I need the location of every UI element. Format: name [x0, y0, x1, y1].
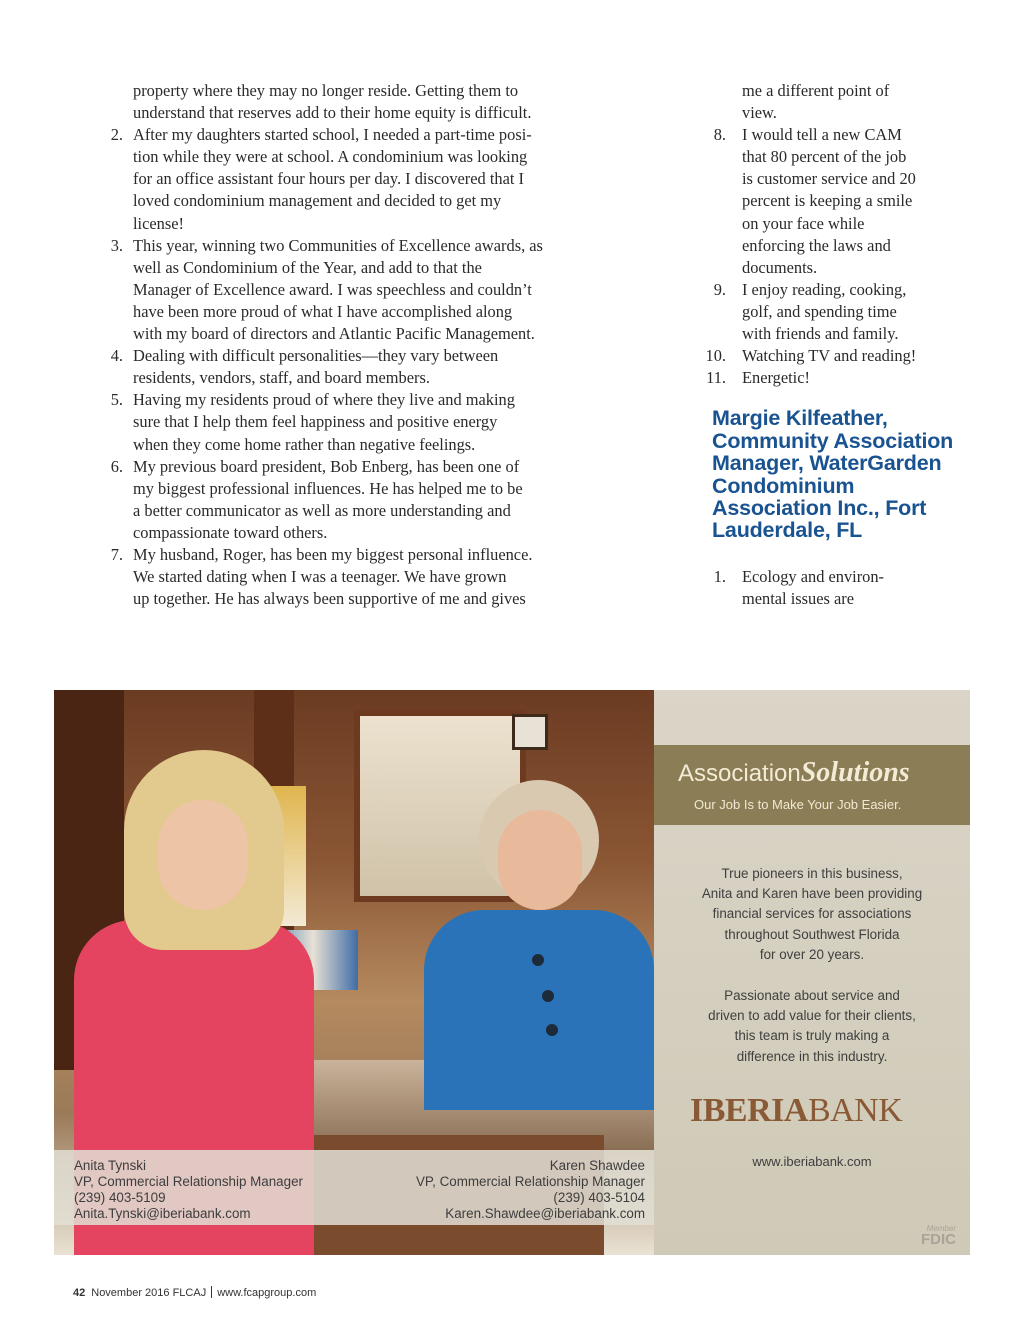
list-item [103, 124, 623, 234]
iberiabank-logo [690, 1092, 902, 1130]
website-link[interactable]: www.fcapgroup.com [217, 1287, 317, 1299]
section-heading [712, 407, 962, 541]
contact-title: VP, Commercial Relationship Manager [416, 1174, 645, 1189]
fdic-label: FDIC [921, 1231, 956, 1248]
ad-paragraph-1 [674, 864, 950, 965]
text-line: True pioneers in this business, [721, 866, 903, 881]
text-line: Ecology and environ- [742, 566, 885, 586]
contact-name: Anita Tynski [74, 1158, 146, 1173]
text-line: on your face while [742, 213, 865, 233]
fdic-member: Member [926, 1224, 956, 1233]
text-line: for an office assistant four hours per day. I discovered that I [133, 169, 524, 189]
text-line: well as Condominium of the Year, and add to that the [133, 257, 482, 277]
list-item [103, 235, 623, 345]
contact-anita [74, 1158, 303, 1222]
person-right-face [498, 810, 582, 910]
list-number: 4. [110, 346, 123, 366]
brand-banner [654, 745, 970, 825]
list-item [103, 389, 623, 455]
text-line: Having my residents proud of where they live and making [133, 390, 515, 410]
list-number: 3. [110, 235, 123, 255]
text-line: residents, vendors, staff, and board members. [133, 368, 430, 388]
divider [211, 1286, 212, 1298]
brand-name [678, 757, 910, 789]
text-line: Passionate about service and [724, 988, 900, 1003]
contact-email: Karen.Shawdee@iberiabank.com [445, 1206, 645, 1221]
picture-frame [512, 714, 548, 750]
text-line: Watching TV and reading! [742, 346, 917, 366]
list-item [712, 124, 962, 279]
page-footer [73, 1286, 316, 1299]
list-number: 9. [713, 279, 726, 299]
contact-title: VP, Commercial Relationship Manager [74, 1174, 303, 1189]
list-item [103, 345, 623, 389]
text-line: loved condominium management and decided to get my [133, 191, 502, 211]
continued-paragraph [712, 80, 962, 124]
article-left-column [103, 80, 623, 610]
list-number: 5. [110, 390, 123, 410]
text-line: percent is keeping a smile [742, 191, 913, 211]
text-line: This year, winning two Communities of Excellence awards, as [133, 235, 543, 255]
text-line: this team is truly making a [734, 1028, 890, 1044]
text-line: license! [133, 213, 184, 233]
text-line: tion while they were at school. A condominium was looking [133, 147, 528, 167]
text-line: mental issues are [742, 588, 854, 608]
text-line: with my board of directors and Atlantic Pacific Management. [133, 324, 535, 344]
list-number: 10. [705, 346, 726, 366]
text-line: with friends and family. [742, 324, 899, 344]
heading-line: Community Association [712, 428, 954, 453]
contact-phone: (239) 403-5109 [74, 1190, 166, 1205]
text-line: when they come home rather than negative feelings. [133, 434, 476, 454]
list-number: 6. [110, 456, 123, 476]
list-item [712, 566, 962, 610]
list-item [706, 367, 962, 389]
text-line: We started dating when I was a teenager. We have grown [133, 567, 507, 587]
brand-tagline: Our Job Is to Make Your Job Easier. [694, 797, 902, 812]
list-item [103, 544, 623, 610]
list-number: 2. [110, 125, 123, 145]
text-line: for over 20 years. [759, 946, 865, 962]
brand-main: Association [678, 760, 801, 787]
text-line: sure that I help them feel happiness and positive energy [133, 412, 498, 432]
list-item [103, 456, 623, 544]
text-line: my biggest professional influences. He has helped me to be [133, 478, 523, 498]
text-line: Dealing with difficult personalities—they vary between [133, 346, 499, 366]
ad-paragraph-2 [674, 986, 950, 1067]
text-line: Manager of Excellence award. I was speechless and couldn’t [133, 279, 532, 299]
logo-bold: IBERIA [690, 1092, 808, 1129]
issue-label: November 2016 FLCAJ [91, 1287, 207, 1299]
text-line: up together. He has always been supportive of me and gives [133, 589, 526, 609]
text-line: I enjoy reading, cooking, [742, 279, 907, 299]
brand-script: Solutions [800, 757, 910, 788]
text-line: property where they may no longer reside. Getting them to [133, 81, 519, 100]
contact-phone: (239) 403-5104 [553, 1190, 645, 1205]
text-line: difference in this industry. [736, 1048, 888, 1064]
list-item [712, 279, 962, 345]
text-line: My previous board president, Bob Enberg, has been one of [133, 456, 520, 476]
jacket-button [546, 1024, 558, 1036]
contact-email: Anita.Tynski@iberiabank.com [74, 1206, 251, 1221]
bank-advertisement [54, 690, 970, 1255]
fdic-badge [921, 1224, 956, 1247]
jacket-button [532, 954, 544, 966]
list-number: 11. [706, 368, 726, 388]
person-left-face [158, 800, 248, 910]
ad-text-panel [654, 690, 970, 1255]
text-line: have been more proud of what I have accomplished along [133, 301, 513, 321]
heading-line: Lauderdale, FL [712, 518, 863, 543]
heading-line: Condominium [712, 473, 855, 498]
text-line: that 80 percent of the job [742, 147, 907, 167]
page-number: 42 [73, 1287, 86, 1299]
text-line: view. [742, 103, 777, 123]
text-line: understand that reserves add to their home equity is difficult. [133, 103, 532, 123]
contact-karen [416, 1158, 645, 1222]
jacket-button [542, 990, 554, 1002]
logo-light: BANK [807, 1092, 903, 1129]
heading-line: Association Inc., Fort [712, 495, 927, 520]
text-line: a better communicator as well as more understanding and [133, 500, 511, 520]
text-line: compassionate toward others. [133, 522, 328, 542]
text-line: enforcing the laws and [742, 235, 891, 255]
heading-line: Manager, WaterGarden [712, 451, 942, 476]
text-line: golf, and spending time [742, 301, 897, 321]
list-number: 7. [110, 544, 123, 564]
text-line: Anita and Karen have been providing [701, 886, 923, 902]
person-right-jacket [424, 910, 654, 1110]
text-line: documents. [742, 257, 818, 277]
bank-url[interactable]: www.iberiabank.com [752, 1154, 872, 1169]
text-line: me a different point of [742, 81, 890, 100]
text-line: My husband, Roger, has been my biggest personal influence. [133, 544, 533, 564]
contact-name: Karen Shawdee [549, 1158, 645, 1173]
text-line: After my daughters started school, I needed a part-time posi- [133, 125, 532, 145]
article-right-column [705, 80, 962, 610]
heading-line: Margie Kilfeather, [712, 406, 888, 431]
list-number: 8. [713, 125, 726, 145]
continued-paragraph [103, 80, 623, 124]
text-line: Energetic! [742, 368, 810, 388]
text-line: financial services for associations [712, 906, 912, 922]
list-item [705, 345, 962, 367]
text-line: I would tell a new CAM [742, 125, 902, 145]
text-line: driven to add value for their clients, [708, 1008, 916, 1024]
list-number: 1. [713, 566, 726, 586]
text-line: is customer service and 20 [742, 169, 916, 189]
text-line: throughout Southwest Florida [724, 926, 900, 942]
